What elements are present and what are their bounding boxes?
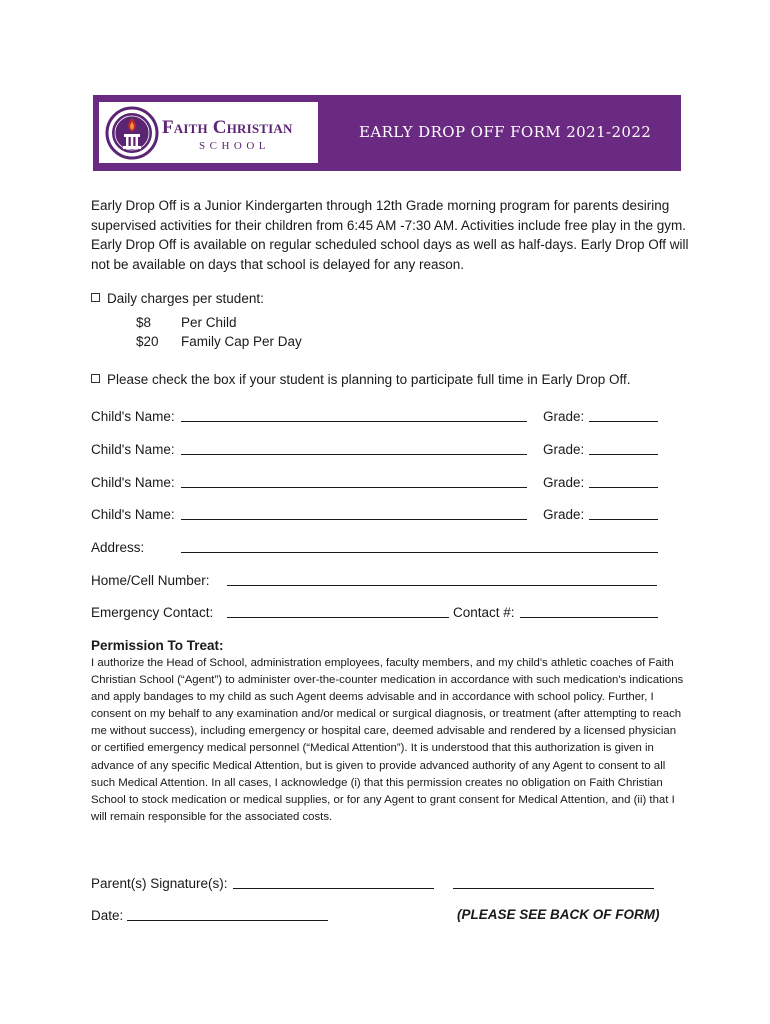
contact-number-field[interactable] [520, 605, 658, 618]
see-back-note: (PLEASE SEE BACK OF FORM) [457, 907, 660, 922]
charge-item [136, 315, 151, 330]
emergency-contact-label: Emergency Contact: [91, 605, 214, 620]
grade-field[interactable] [589, 507, 658, 520]
child-name-label: Child's Name: [91, 442, 175, 457]
child-name-label: Child's Name: [91, 507, 175, 522]
intro-paragraph: Early Drop Off is a Junior Kindergarten through 12th Grade morning program for parents desiring supervised activities for their children from 6:45 AM -7:30 AM. Activities include free play in the gym. Early Drop Off is available on regular scheduled school days as well as half-days. Early Drop Off will not be available on days that school is delayed for any reason. [91, 198, 689, 272]
charge-price: $8 [136, 315, 152, 330]
fulltime-checkbox[interactable] [91, 374, 100, 383]
child-name-label: Child's Name: [91, 475, 175, 490]
school-logo [99, 102, 318, 163]
child-name-field[interactable] [181, 409, 527, 422]
logo-school-subtitle: SCHOOL [199, 140, 271, 152]
charge-desc: Per Child [181, 315, 237, 330]
fulltime-row [91, 372, 631, 387]
logo-school-name: Faith Christian [162, 117, 293, 138]
signature-label: Parent(s) Signature(s): [91, 876, 228, 891]
school-seal-icon [105, 106, 159, 160]
date-label: Date: [91, 908, 124, 923]
daily-charges-checkbox[interactable] [91, 293, 100, 302]
header-banner [93, 95, 681, 171]
charge-price: $20 [136, 334, 159, 349]
phone-field[interactable] [227, 573, 657, 586]
grade-label: Grade: [543, 507, 585, 522]
form-title: EARLY DROP OFF FORM 2021-2022 [359, 123, 652, 141]
grade-field[interactable] [589, 475, 658, 488]
address-label: Address: [91, 540, 145, 555]
grade-label: Grade: [543, 442, 585, 457]
permission-body: I authorize the Head of School, administration employees, faculty members, and my child's athletic coaches of Faith Christian School (“Agent”) to administer over-the-counter medication in accordance with such medication's indications and apply bandages to my child as such Agent deems advisable and in accordance with school policy. Further, I consent on my behalf to any examination and/or medical or surgical diagnosis, or treatment (after attempting to reach me without success), including emergency or hospital care, deemed advisable and rendered by a licensed physician or certified emergency medical personnel (“Medical Attention”). It is understood that this authorization is given in advance of any specific Medical Attention, but is given to provide advanced authority of any Agent to consent to all such Medical Attention. In all cases, I acknowledge (i) that this permission creates no obligation on Faith Christian School to stock medication or medical supplies, or for any Agent to grant consent for Medical Attention, and (ii) that I will remain responsible for the associated costs. [91, 657, 684, 823]
emergency-contact-field[interactable] [227, 605, 449, 618]
grade-label: Grade: [543, 409, 585, 424]
grade-label: Grade: [543, 475, 585, 490]
phone-label: Home/Cell Number: [91, 573, 210, 588]
child-name-label: Child's Name: [91, 409, 175, 424]
contact-number-label: Contact #: [453, 605, 515, 620]
grade-field[interactable] [589, 409, 658, 422]
daily-charges-row [91, 291, 264, 306]
permission-heading: Permission To Treat: [91, 638, 224, 653]
daily-charges-label: Daily charges per student: [107, 291, 264, 306]
child-name-field[interactable] [181, 475, 527, 488]
child-name-field[interactable] [181, 442, 527, 455]
charge-item [136, 334, 159, 349]
charge-desc: Family Cap Per Day [181, 334, 302, 349]
grade-field[interactable] [589, 442, 658, 455]
date-field[interactable] [127, 908, 328, 921]
signature-field[interactable] [233, 876, 434, 889]
child-name-field[interactable] [181, 507, 527, 520]
address-field[interactable] [181, 540, 658, 553]
fulltime-label: Please check the box if your student is planning to participate full time in Early Drop Off. [107, 372, 631, 387]
second-signature-field[interactable] [453, 876, 654, 889]
